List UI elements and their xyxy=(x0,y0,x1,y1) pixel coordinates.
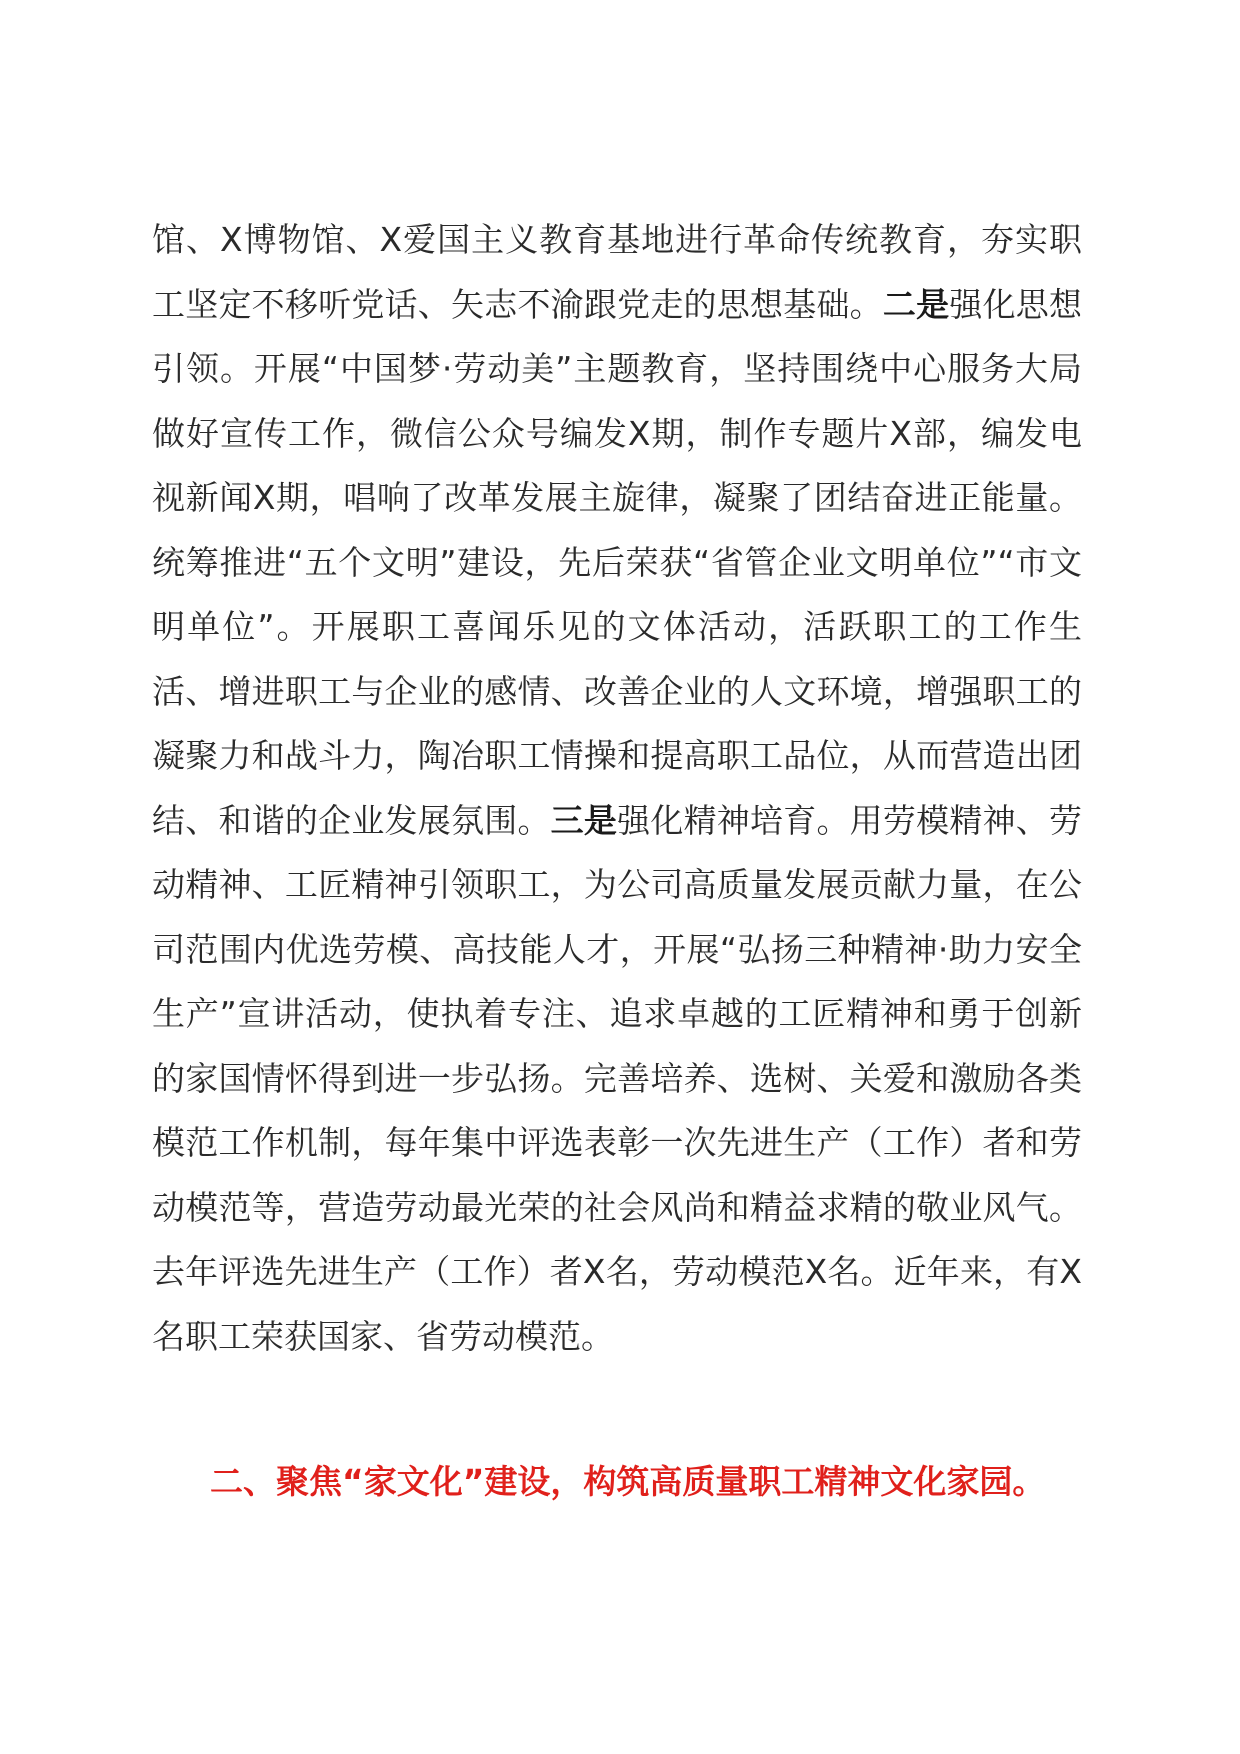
paragraph-segment-1: 馆、X博物馆、X爱国主义教育基地进行革命传统教育，夯实职工坚定不移听党话、矢志不渝跟党走的思想基础。 xyxy=(152,220,1082,324)
body-paragraph xyxy=(152,208,1082,1369)
paragraph-segment-2: 强化思想引领。开展“中国梦·劳动美”主题教育，坚持围绕中心服务大局做好宣传工作，微信公众号编发X期，制作专题片X部，编发电视新闻X期，唱响了改革发展主旋律，凝聚了团结奋进正能量。统筹推进“五个文明”建设，先后荣获“省管企业文明单位”“市文明单位”。开展职工喜闻乐见的文体活动，活跃职工的工作生活、增进职工与企业的感情、改善企业的人文环境，增强职工的凝聚力和战斗力，陶冶职工情操和提高职工品位，从而营造出团结、和谐的企业发展氛围。 xyxy=(152,284,1083,840)
paragraph-segment-3: 强化精神培育。用劳模精神、劳动精神、工匠精神引领职工，为公司高质量发展贡献力量，在公司范围内优选劳模、高技能人才，开展“弘扬三种精神·助力安全生产”宣讲活动，使执着专注、追求卓越的工匠精神和勇于创新的家国情怀得到进一步弘扬。完善培养、选树、关爱和激励各类模范工作机制，每年集中评选表彰一次先进生产（工作）者和劳动模范等，营造劳动最光荣的社会风尚和精益求精的敬业风气。去年评选先进生产（工作）者X名，劳动模范X名。近年来，有X名职工荣获国家、省劳动模范。 xyxy=(152,800,1083,1356)
point-two-lead: 二是 xyxy=(882,284,950,324)
point-three-lead: 三是 xyxy=(550,800,618,840)
section-heading: 二、聚焦“家文化”建设，构筑高质量职工精神文化家园。 xyxy=(210,1462,1046,1501)
